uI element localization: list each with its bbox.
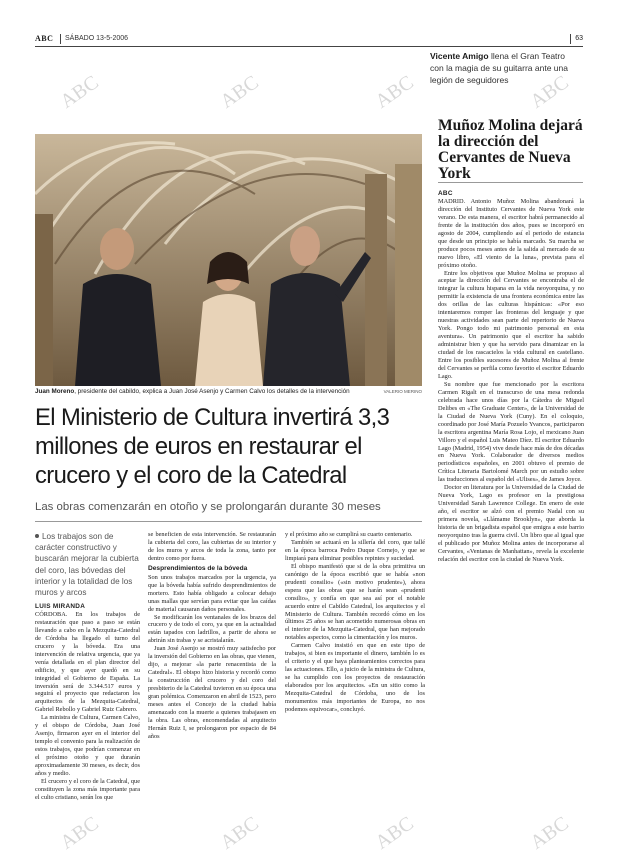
caption-text: , presidente del cabildo, explica a Juan José Asenjo y Carmen Calvo los detalles de la intervención: [74, 388, 350, 395]
page-number: 63: [575, 35, 583, 42]
paragraph: y el próximo año se cumplirá su cuarto centenario.: [285, 531, 413, 538]
paragraph: Juan José Asenjo se mostró muy satisfecho por la inversión del Gobierno en las obras, que vienen, dijo, a mejorar «la parte renacentista de la Catedral». El obispo hizo historia y recordó como la construcción del crucero y del coro del presbiterio de la Catedral tuvieron en su época una gran polémica. Comenzaron en abril de 1523, pero meses antes el Concejo de la ciudad había amenazado con la muerte a quienes trabajasen en la obra. Las obras, encomendadas al arquitecto Hernán Ruiz I, se prolongaron por espacio de 84 años: [148, 645, 276, 740]
header-divider-right: [570, 34, 571, 44]
paragraph: Carmen Calvo insistió en que en este tipo de trabajos, si bien es importante el dinero, también lo es el criterio y el que haya planteamientos correctos para las actuaciones. Ello, a juicio de la ministra de Cultura, se ha cumplido con los proyectos de restauración elaborados por los arquitectos. «En un sitio como la Mezquita-Catedral de Córdoba, uno de los monumentos más importantes de Europa, no nos podemos equivocar», concluyó.: [285, 642, 425, 713]
article-subhead: Las obras comenzarán en otoño y se prolongarán durante 30 meses: [35, 501, 381, 513]
article-headline: El Ministerio de Cultura invertirá 3,3 millones de euros en restaurar el crucero y el coro de la Catedral: [35, 404, 390, 489]
paragraph: CÓRDOBA. En los trabajos de restauración que paso a paso se están llevando a cabo en la Mezquita-Catedral de Córdoba ha llegado el turno del crucero y la bóveda. Era una intervención de relativa urgencia, que ya venía detallada en el plan director del edificio, y que ayer quedó en su integridad el Gobierno de España. La inversión será de 3.344.517 euros y seguirá el proyecto que redactaron los arquitectos de la Mezquita-Catedral, Gabriel Rebollo y Gabriel Ruiz Cabrero.: [35, 610, 140, 714]
byline: LUIS MIRANDA: [35, 603, 86, 610]
side-divider: [438, 182, 583, 183]
paragraph: El obispo manifestó que si de la obra primitiva un canónigo de la época escribió que se había «non prudenti consilio» («sin motivo prudente»), ahora espera que las obras que se harán sean «prudenti consilio», y confía en que sea así por el notable acuerdo entre el Cabildo Catedral, los arquitectos y el Ministerio de Cultura. También recordó cómo en los últimos 25 años se han acometido numerosas obras en el interior de la Mezquita-Catedral, que han mejorado notables aspectos, como la cimentación y los muros.: [285, 562, 425, 642]
svg-text:ABC: ABC: [56, 812, 103, 854]
svg-text:ABC: ABC: [216, 812, 263, 854]
svg-text:ABC: ABC: [371, 812, 418, 854]
teaser-box: [430, 50, 580, 86]
paragraph: También se actuará en la sillería del coro, que tallé en la época barroca Pedro Duque Cornejo, y que se limpiará para eliminar posibles repintes y suciedad.: [285, 538, 425, 562]
photo-caption: [35, 388, 422, 395]
watermark-logo: [368, 59, 432, 115]
caption-name: Juan Moreno: [35, 388, 75, 395]
svg-text:ABC: ABC: [371, 71, 418, 113]
divider: [35, 521, 422, 522]
summary-bullet: [35, 531, 140, 598]
header-divider: [60, 34, 61, 44]
paragraph: Su nombre que fue mencionado por la escritora Carmen Rigalt en el transcurso de una mesa redonda celebrada hace unos días por la Cátedra de Miguel Delibes en «The Graduate Center», de la Universidad de la Ciudad de Nueva York (Cuny). En el coloquio, coordinado por José María Pozuelo Yvancos, participaron la escritora argentina María Rosa Lojo, el mexicano Juan Villoro y el español Luis Mateo Díez. El escritor Eduardo Lago (Madrid, 1954) vive desde hace más de dos décadas en Nueva York. Colaborador de diversos medios periodísticos españoles, en 2001 obtuvo el premio de Crítica Literaria Bartolomé March por un estudio sobre las traducciones al español del «Ulises», de James Joyce.: [438, 380, 584, 484]
issue-date: SÁBADO 13-5-2006: [65, 35, 129, 42]
paragraph: se beneficien de esta intervención. Se restaurarán la cubierta del coro, las cubiertas de su interior y de los muros y arcos de toda la zona, tanto por dentro como por fuera.: [148, 531, 276, 562]
watermark-logo: [53, 800, 117, 856]
side-byline: ABC: [438, 190, 453, 197]
watermark-logo: [213, 800, 277, 856]
paragraph: Doctor en literatura por la Universidad de la Ciudad de Nueva York, Lago es profesor en la prestigiosa Universidad Sarah Lawrence College. En enero de este año, el escritor se alzó con el premio Nadal con su primera novela, «Llámame Brooklyn», que aborda la historia de un brigadista español que emigra a este barrio neoyorquino tras la guerra civil. Un libro que al igual que el publicado por Muñoz Molina antes de incorporarse al Cervantes, «Ventanas de Manhattan», revela la excelente relación del escritor con la ciudad de Nueva York.: [438, 484, 584, 563]
watermark-logo: [53, 59, 117, 115]
teaser-text: llena el Gran Teatro con la magia de su guitarra ante una legión de seguidores: [430, 51, 568, 85]
svg-text:ABC: ABC: [216, 71, 263, 113]
side-article-title: Muñoz Molina dejará la dirección del Cervantes de Nueva York: [438, 117, 583, 182]
watermark-logo: [523, 800, 587, 856]
section-subheading: Desprendimientos de la bóveda: [148, 564, 248, 572]
watermark-logo: [213, 59, 277, 115]
newspaper-brand: ABC: [35, 34, 54, 43]
svg-text:ABC: ABC: [526, 812, 573, 854]
watermark-logo: [368, 800, 432, 856]
bullet-dot-icon: [35, 534, 39, 538]
paragraph: El crucero y el coro de la Catedral, que constituyen la zona más importante para el culto cristiano, serán los que: [35, 777, 140, 801]
paragraph: Se modificarán los ventanales de los brazos del crucero y de todo el coro, ya que en la actualidad están tapados con ladrillos, a partir de ahora se abrirán sin trabas y se acristalarán.: [148, 613, 276, 645]
side-article-body: [438, 190, 584, 564]
svg-text:ABC: ABC: [56, 71, 103, 113]
svg-text:ABC: ABC: [526, 71, 573, 113]
teaser-name: Vicente Amigo: [430, 51, 489, 61]
page-header: [35, 34, 583, 47]
cathedral-photo: [35, 134, 422, 386]
paragraph: Entre los objetivos que Muñoz Molina se propuso al aceptar la dirección del Cervantes se encontraba el de integrar la cultura hispana en la vida neoyorquina, y no permitir la existencia de una frontera económica entre las dos orillas de las culturas hispánicas: «Por eso intentaremos romper las fronteras del lenguaje y que nuestras actividades sean parte del repertorio de Nueva York. Pongo todo mi patrimonio personal en esta aventura». Un patrimonio que el escritor ha sabido administrar bien y que ha servido para dinamizar en la ciudad de los rascacielos la vida cultural en castellano. Entre los posibles sucesores de Muñoz Molina al frente del Cervantes se perfila como favorito el escritor Eduardo Lago.: [438, 269, 584, 380]
article-column-3: [285, 531, 425, 714]
paragraph: MADRID. Antonio Muñoz Molina abandonará la dirección del Instituto Cervantes de Nueva York este verano. De esta manera, el escritor habrá permanecido al frente de la institución dos años, pues se incorporó en agosto de 2004, cumpliendo así el periodo de estancia que desde un principio se había marcado. Su marcha se produce pocos meses antes de la salida al mercado de su nuevo libro, «El viento de la luna», prevista para el próximo otoño.: [438, 197, 584, 269]
article-column-2: [148, 531, 276, 741]
paragraph: La ministra de Cultura, Carmen Calvo, y el obispo de Córdoba, Juan José Asenjo, firmaron ayer en el interior del templo el convenio para la realización de estos trabajos, que podrían comenzar en el próximo otoño y que durarán aproximadamente 30 meses, es decir, dos años y medio.: [35, 714, 140, 778]
paragraph: Son unos trabajos marcados por la urgencia, ya que la bóveda había sufrido desprendimientos de mortero. Esto había obligado a colocar debajo unas mallas que servían para evitar que las caídas de material causaran daños personales.: [148, 573, 276, 613]
article-column-1: [35, 603, 140, 802]
photo-credit: VALERIO MERINO: [383, 389, 422, 394]
bullet-text: Los trabajos son de carácter constructivo y buscarán mejorar la cubierta del coro, las bóvedas del interior y la totalidad de los muros y arcos: [35, 532, 139, 598]
